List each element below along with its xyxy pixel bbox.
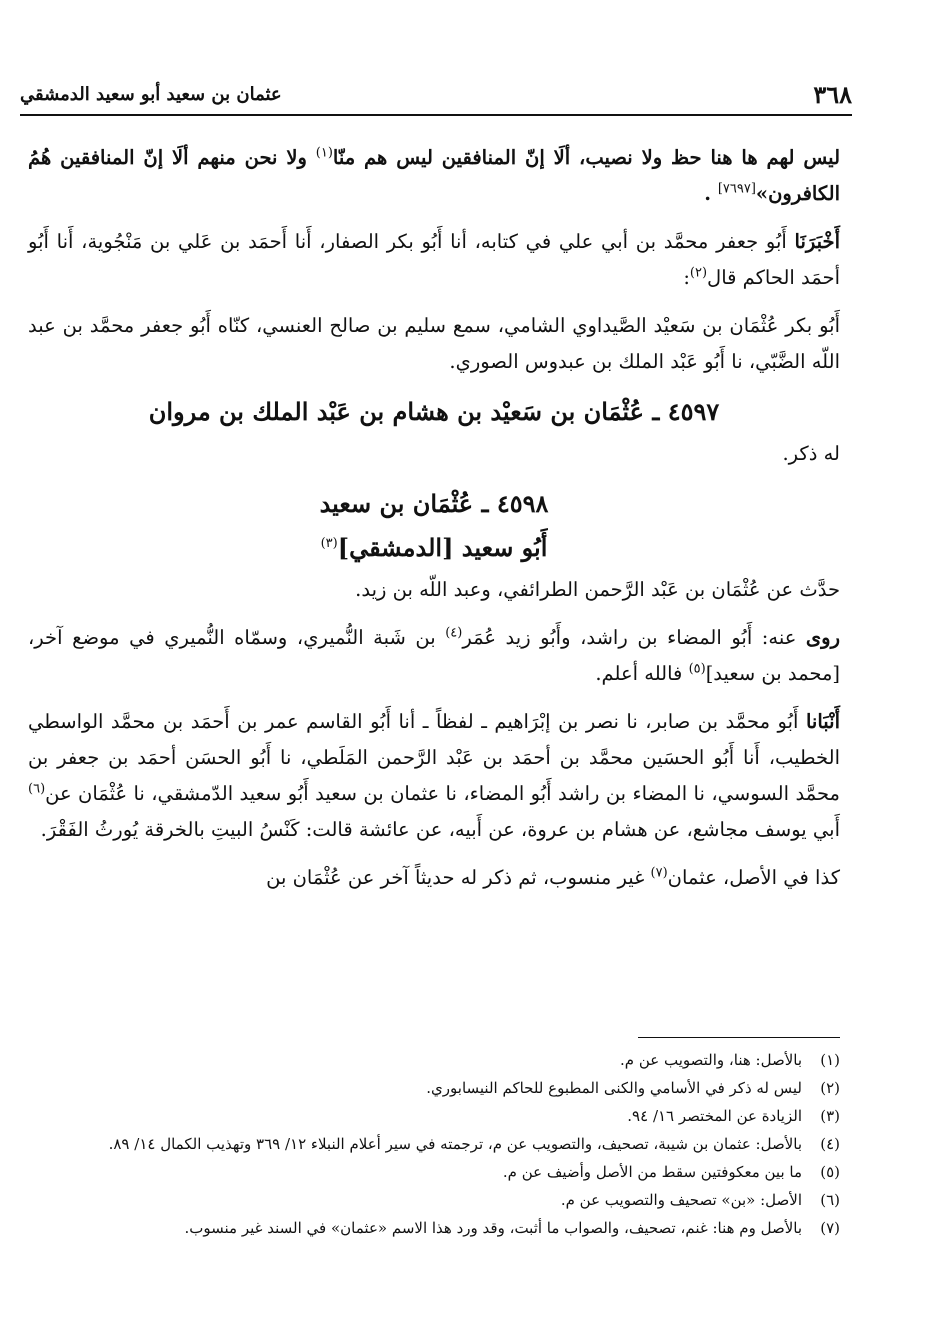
paragraph-text: : bbox=[683, 266, 690, 289]
paragraph-text: أَبُو محمَّد بن صابر، نا نصر بن إبْرَاهيم ـ لفظاً ـ أنا أَبُو القاسم عمر بن أَحمَد بن محمَّد الواسطي الخطيب، أَنا أَبُو الحسَين محمَّد بن أحمَد بن عَبْد الرَّحمن المَلَطي، نا أَبُو الحسَن أحمَد بن جعفر بن محمَّد السوسي، نا المضاء بن راشد أَبُو المضاء، نا عثمان بن سعيد أَبُو سعيد الدّمشقي، نا عُثْمَان عن bbox=[28, 710, 840, 805]
footnote-text: الزيادة عن المختصر ١٦/ ٩٤. bbox=[627, 1107, 802, 1125]
paragraph-text: ولا نحن منهم ألَا إنّ المنافقين هُمُ الكافرون» bbox=[28, 146, 840, 205]
paragraph-note: له ذكر. bbox=[782, 442, 840, 465]
entry-subheading-4598 bbox=[28, 528, 840, 568]
page-header bbox=[20, 78, 852, 116]
paragraph-narrators bbox=[28, 620, 840, 692]
paragraph-narrated-from: حدَّث عن عُثْمَان بن عَبْد الرَّحمن الطرائفي، وعبد اللّه بن زيد. bbox=[355, 578, 840, 601]
footnote-item bbox=[28, 1158, 840, 1186]
paragraph-text: كذا في الأصل، عثمان bbox=[667, 866, 840, 889]
footnote-number: (٦) bbox=[820, 1191, 840, 1209]
footnote-number: (٥) bbox=[820, 1163, 840, 1181]
paragraph-text: أَبُو جعفر محمَّد بن أبي علي في كتابه، أنا أَبُو بكر الصفار، أَنا أَحمَد بن عَلي بن مَنْجُوية، أَنا أَبُو أحمَد الحاكم قال bbox=[28, 230, 840, 289]
footnote-text: ليس له ذكر في الأسامي والكنى المطبوع للحاكم النيسابوري. bbox=[426, 1079, 802, 1097]
footnote-ref: (١) bbox=[315, 145, 333, 161]
footnote-number: (٤) bbox=[820, 1135, 840, 1153]
footnote-ref: (٢) bbox=[689, 265, 708, 281]
paragraph-text: عنه: أَبُو المضاء بن راشد، وأَبُو زيد عُمَر bbox=[462, 626, 806, 649]
paragraph-text: ليس لهم ها هنا حظ ولا نصيب، ألَا إنّ المنافقين ليس هم منّا bbox=[332, 146, 841, 169]
paragraph-text: فالله أعلم. bbox=[595, 662, 689, 685]
footnote-item bbox=[28, 1130, 840, 1158]
keyword-akhbarana: أَخْبَرَنَا bbox=[794, 230, 840, 253]
paragraph-isnad bbox=[28, 224, 840, 296]
footnote-ref: (٥) bbox=[688, 661, 706, 677]
paragraph-isnad-2 bbox=[28, 704, 840, 848]
footnote-number: (٧) bbox=[820, 1219, 840, 1237]
main-text bbox=[28, 140, 840, 908]
paragraph-hadith-end bbox=[28, 140, 840, 212]
entry-heading-4597: ٤٥٩٧ ـ عُثْمَان بن سَعيْد بن هشام بن عَبْد الملك بن مروان bbox=[148, 397, 720, 426]
footnote-item bbox=[28, 1074, 840, 1102]
page-number: ٣٦٨ bbox=[813, 80, 852, 109]
footnote-item bbox=[28, 1214, 840, 1242]
footnote-text: بالأصل وم هنا: غنم، تصحيف، والصواب ما أثبت، وقد ورد هذا الاسم «عثمان» في السند غير منسوب. bbox=[184, 1219, 802, 1237]
paragraph-continuation bbox=[28, 860, 840, 896]
paragraph-text: . bbox=[704, 182, 718, 205]
hadith-number: [٧٦٩٧] bbox=[717, 181, 756, 197]
footnote-number: (٣) bbox=[820, 1107, 840, 1125]
keyword-rawa: روى bbox=[805, 626, 840, 649]
footnote-number: (١) bbox=[820, 1051, 840, 1069]
entry-heading-4598: ٤٥٩٨ ـ عُثْمَان بن سعيد bbox=[319, 489, 549, 518]
footnote-number: (٢) bbox=[820, 1079, 840, 1097]
subheading-text: أَبُو سعيد [الدمشقي] bbox=[337, 533, 548, 562]
footnotes bbox=[28, 1046, 840, 1242]
running-title: عثمان بن سعيد أبو سعيد الدمشقي bbox=[20, 84, 282, 105]
footnote-ref: (٤) bbox=[445, 625, 463, 641]
footnote-ref: (٧) bbox=[650, 865, 668, 881]
paragraph-text: غير منسوب، ثم ذكر له حديثاً آخر عن عُثْمَان بن bbox=[266, 866, 651, 889]
footnote-ref: (٣) bbox=[320, 536, 338, 551]
keyword-anba-ana: أَنْبَانا bbox=[805, 710, 840, 733]
footnote-ref: (٦) bbox=[28, 781, 46, 797]
footnote-separator bbox=[638, 1037, 840, 1038]
footnote-text: بالأصل: عثمان بن شيبة، تصحيف، والتصويب عن م، ترجمته في سير أعلام النبلاء ١٢/ ٣٦٩ وتهذيب الكمال ١٤/ ٨٩. bbox=[108, 1135, 802, 1153]
footnote-item bbox=[28, 1102, 840, 1130]
footnote-item bbox=[28, 1186, 840, 1214]
footnote-text: الأصل: «بن» تصحيف والتصويب عن م. bbox=[560, 1191, 802, 1209]
footnote-text: ما بين معكوفتين سقط من الأصل وأضيف عن م. bbox=[502, 1163, 802, 1181]
footnote-text: بالأصل: هنا، والتصويب عن م. bbox=[620, 1051, 802, 1069]
paragraph-biography: أَبُو بكر عُثْمَان بن سَعيْد الصَّيداوي الشامي، سمع سليم بن صالح العنسي، كنّاه أَبُو جعفر محمَّد بن عبد اللّه الضَّبّي، نا أَبُو عَبْد الملك بن عبدوس الصوري. bbox=[28, 314, 840, 373]
paragraph-text: بن شَبة النُّميري، وسمّاه النُّميري في موضع آخر، [محمد بن سعيد] bbox=[28, 626, 840, 685]
paragraph-text: أَبي يوسف مجاشع، عن هشام بن عروة، عن أَبيه، عن عائشة قالت: كَنْسُ البيتِ بالخرقة يُورثُ الفَقْرَ. bbox=[40, 818, 840, 841]
footnote-item bbox=[28, 1046, 840, 1074]
